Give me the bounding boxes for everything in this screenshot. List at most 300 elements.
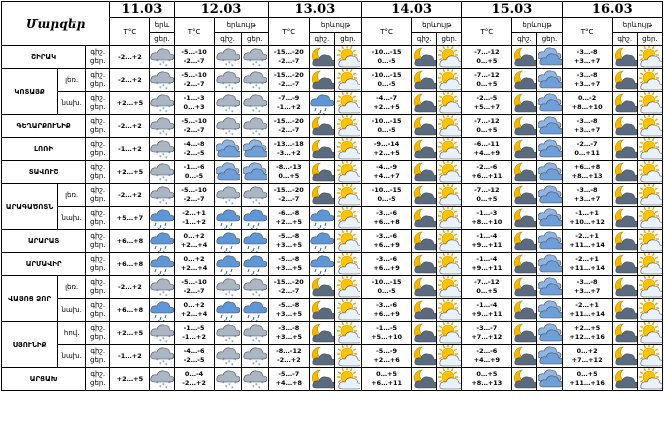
weather-icon-cell — [537, 253, 562, 276]
svg-text:*: * — [156, 59, 159, 65]
moon-cloud-icon — [512, 138, 536, 160]
svg-text:*: * — [230, 202, 234, 206]
svg-text:*: * — [233, 289, 237, 295]
phenomenon-header: երև — [150, 18, 174, 33]
forecast-row — [2, 345, 663, 368]
cloudy-icon — [537, 161, 561, 183]
temperature-value: 0…+5 +6…+11 — [371, 370, 403, 387]
weather-icon-cell — [241, 207, 268, 230]
temperature-value: +6…+8 +8…+13 — [571, 163, 603, 180]
weather-icon-cell — [241, 230, 268, 253]
svg-text:*: * — [221, 335, 225, 341]
svg-text:*: * — [227, 291, 231, 297]
period-label — [86, 69, 110, 92]
temperature-value: -3…-8 +3…+5 — [275, 324, 303, 341]
weather-icon-cell — [437, 46, 462, 69]
temperature-value: -6…-11 +4…+9 — [473, 140, 501, 157]
svg-text:*: * — [156, 289, 159, 295]
temperature-value: -2…+2 — [118, 282, 142, 291]
night-label: գիշ. — [90, 232, 106, 240]
svg-text:*: * — [227, 107, 231, 113]
temperature-value: -7…-12 0…+5 — [474, 278, 500, 295]
svg-text:*: * — [168, 289, 171, 295]
rain-icon — [242, 230, 268, 252]
temperature-value: -7…-12 0…+5 — [474, 71, 500, 88]
temperature-cell — [268, 46, 309, 69]
svg-text:*: * — [233, 82, 237, 88]
weather-icon-cell — [437, 115, 462, 138]
sun-cloud-icon — [335, 253, 361, 275]
cloudy-icon — [537, 207, 561, 229]
svg-text:*: * — [230, 340, 234, 344]
sun-cloud-icon — [638, 138, 662, 160]
temperature-value: +5…+7 — [116, 213, 144, 222]
temperature-cell — [562, 253, 612, 276]
temperature-cell — [462, 92, 512, 115]
temperature-cell — [174, 345, 214, 368]
svg-text:*: * — [156, 174, 159, 180]
svg-text:*: * — [248, 128, 252, 134]
rain-icon — [310, 92, 334, 114]
weather-icon-cell — [214, 253, 241, 276]
snow-icon — [150, 276, 173, 298]
forecast-row — [2, 138, 663, 161]
weather-icon-cell — [512, 253, 537, 276]
weather-icon-cell — [412, 115, 437, 138]
temperature-value: -4…-9 +4…+7 — [373, 163, 400, 180]
rain-icon — [215, 299, 241, 321]
weather-icon-cell — [412, 322, 437, 345]
day-label: ցեր. — [90, 264, 106, 272]
svg-text:*: * — [251, 86, 255, 91]
svg-text:*: * — [254, 291, 258, 297]
svg-text:*: * — [251, 201, 255, 206]
weather-icon-cell — [241, 138, 268, 161]
svg-text:*: * — [224, 109, 228, 114]
snow-icon — [242, 276, 268, 298]
sun-cloud-icon — [335, 184, 361, 206]
cloudy-icon — [537, 276, 561, 298]
temperature-cell — [174, 138, 214, 161]
phenomenon-header: երևույթ — [412, 18, 462, 33]
moon-cloud-icon — [512, 322, 536, 344]
region-name: ԼՈՌԻ — [2, 138, 86, 161]
day-label: ցեր. — [90, 103, 106, 111]
weather-icon-cell — [214, 69, 241, 92]
period-label — [86, 345, 110, 368]
temperature-value: -10…-15 0…-5 — [371, 278, 402, 295]
night-label: գիշ. — [90, 324, 106, 332]
svg-text:*: * — [233, 358, 237, 364]
weather-icon-cell — [512, 299, 537, 322]
moon-cloud-icon — [613, 345, 637, 367]
svg-text:*: * — [257, 363, 261, 367]
svg-text:*: * — [224, 293, 228, 298]
temperature-value: 0…+5 +11…+16 — [569, 370, 605, 387]
temperature-cell — [110, 115, 150, 138]
temperature-cell — [110, 161, 150, 184]
weather-icon-cell — [537, 138, 562, 161]
temperature-cell — [362, 322, 412, 345]
weather-icon-cell — [437, 368, 462, 391]
temperature-cell — [462, 69, 512, 92]
weather-icon-cell — [437, 230, 462, 253]
temperature-value: -1…+2 — [118, 351, 142, 360]
moon-cloud-icon — [412, 46, 436, 68]
svg-text:*: * — [227, 130, 231, 136]
weather-icon-cell — [612, 368, 637, 391]
weather-icon-cell — [637, 322, 662, 345]
temperature-value: -15…-20 -2…-7 — [273, 48, 304, 65]
day-label: ցեր. — [90, 126, 106, 134]
temperature-value: -3…-8 +3…+7 — [573, 278, 601, 295]
svg-text:*: * — [251, 362, 255, 367]
temperature-value: -4…-8 -2…-5 — [183, 140, 205, 157]
temperature-cell — [174, 299, 214, 322]
svg-text:*: * — [165, 87, 168, 91]
moon-cloud-icon — [613, 46, 637, 68]
weather-icon-cell — [241, 299, 268, 322]
weather-icon-cell — [309, 46, 334, 69]
svg-text:*: * — [159, 339, 162, 344]
cloudy-icon — [537, 230, 561, 252]
weather-icon-cell — [437, 184, 462, 207]
moon-cloud-icon — [613, 230, 637, 252]
weather-icon-cell — [241, 115, 268, 138]
period-label — [86, 276, 110, 299]
weather-icon-cell — [537, 345, 562, 368]
forecast-row — [2, 161, 663, 184]
moon-cloud-icon — [412, 69, 436, 91]
weather-icon-cell — [309, 138, 334, 161]
cloudy-icon — [537, 92, 561, 114]
weather-icon-cell — [612, 161, 637, 184]
moon-cloud-icon — [412, 368, 436, 390]
svg-text:*: * — [221, 289, 225, 295]
weather-icon-cell — [612, 276, 637, 299]
weather-icon-cell — [334, 345, 361, 368]
weather-icon-cell — [412, 138, 437, 161]
snow-icon — [215, 115, 241, 137]
rain-icon — [242, 207, 268, 229]
weather-icon-cell — [412, 184, 437, 207]
weather-icon-cell — [537, 115, 562, 138]
temperature-value: -2…-7 0…+11 — [574, 140, 600, 157]
svg-text:*: * — [162, 337, 165, 343]
svg-text:*: * — [221, 82, 225, 88]
svg-text:*: * — [221, 128, 225, 134]
temperature-value: -10…-15 0…-5 — [371, 48, 402, 65]
region-name: ՍՅՈՒՆԻՔ — [2, 322, 58, 368]
temperature-value: -2…+2 — [118, 75, 142, 84]
temperature-value: -10…-15 0…-5 — [371, 186, 402, 203]
svg-text:*: * — [227, 360, 231, 366]
temperature-cell — [268, 92, 309, 115]
temperature-cell — [268, 115, 309, 138]
temperature-cell — [562, 46, 612, 69]
moon-cloud-icon — [613, 69, 637, 91]
svg-text:*: * — [159, 132, 162, 137]
moon-cloud-icon — [412, 230, 436, 252]
svg-text:*: * — [251, 63, 255, 68]
weather-icon-cell — [637, 276, 662, 299]
weather-icon-cell — [309, 184, 334, 207]
weather-icon-cell — [334, 299, 361, 322]
snow-icon — [215, 69, 241, 91]
weather-icon-cell — [412, 368, 437, 391]
weather-icon-cell — [334, 161, 361, 184]
weather-icon-cell — [637, 207, 662, 230]
weather-icon-cell — [437, 276, 462, 299]
sun-cloud-icon — [638, 230, 662, 252]
rain-icon — [150, 230, 173, 252]
temperature-value: -5…-8 +3…+5 — [275, 255, 303, 272]
moon-cloud-icon — [412, 161, 436, 183]
sun-cloud-icon — [638, 207, 662, 229]
moon-cloud-icon — [613, 115, 637, 137]
svg-text:*: * — [224, 385, 228, 390]
snow-icon — [242, 322, 268, 344]
svg-text:*: * — [233, 128, 237, 134]
period-label — [86, 299, 110, 322]
temperature-cell — [462, 46, 512, 69]
sun-cloud-icon — [437, 46, 461, 68]
region-name: ԿՈՏԱՅՔ — [2, 69, 58, 115]
svg-text:*: * — [159, 362, 162, 367]
svg-text:*: * — [159, 178, 162, 183]
period-label — [86, 138, 110, 161]
svg-text:*: * — [168, 59, 171, 65]
svg-text:*: * — [260, 128, 264, 134]
temperature-value: -5…-8 +3…+5 — [275, 232, 303, 249]
temperature-cell — [174, 115, 214, 138]
sun-cloud-icon — [335, 276, 361, 298]
day-label: ցեր. — [90, 333, 106, 341]
temperature-value: 0…-2 +8…+10 — [571, 94, 603, 111]
temperature-cell — [174, 161, 214, 184]
weather-icon-cell — [412, 230, 437, 253]
moon-cloud-icon — [310, 69, 334, 91]
weather-icon-cell — [150, 322, 174, 345]
forecast-row — [2, 69, 663, 92]
weather-icon-cell — [334, 207, 361, 230]
temperature-cell — [462, 207, 512, 230]
weather-icon-cell — [637, 69, 662, 92]
forecast-row — [2, 230, 663, 253]
rain-icon — [310, 230, 334, 252]
snow-icon — [242, 69, 268, 91]
weather-icon-cell — [537, 184, 562, 207]
period-label — [86, 368, 110, 391]
moon-cloud-icon — [310, 322, 334, 344]
weather-icon-cell — [241, 46, 268, 69]
weather-icon-cell — [612, 138, 637, 161]
temperature-cell — [174, 92, 214, 115]
weather-icon-cell — [214, 184, 241, 207]
svg-text:*: * — [165, 156, 168, 160]
svg-text:*: * — [156, 381, 159, 387]
svg-text:*: * — [162, 130, 165, 136]
temperature-cell — [110, 299, 150, 322]
region-name: ԱՐՄԱՎԻՐ — [2, 253, 86, 276]
svg-text:*: * — [156, 335, 159, 341]
temperature-value: -10…-15 0…-5 — [371, 117, 402, 134]
temperature-value: -5…-10 -2…-7 — [181, 117, 207, 134]
night-label: գիշ. — [90, 163, 106, 171]
moon-cloud-icon — [412, 184, 436, 206]
svg-text:*: * — [165, 64, 168, 68]
temperature-value: -3…-8 +3…+7 — [573, 71, 601, 88]
temperature-value: +6…+8 — [116, 236, 144, 245]
cloudy-icon — [537, 115, 561, 137]
night-label: գիշ. — [90, 94, 106, 102]
svg-text:*: * — [248, 381, 252, 387]
temperature-cell — [174, 46, 214, 69]
svg-text:*: * — [165, 110, 168, 114]
sun-cloud-icon — [437, 69, 461, 91]
subregion-label: նախ. — [58, 207, 86, 230]
period-label — [86, 184, 110, 207]
temperature-cell — [562, 207, 612, 230]
sun-cloud-icon — [335, 207, 361, 229]
rain-icon — [215, 253, 241, 275]
svg-text:*: * — [233, 59, 237, 65]
svg-text:*: * — [162, 176, 165, 182]
svg-text:*: * — [233, 381, 237, 387]
temperature-cell — [562, 322, 612, 345]
snow-icon — [150, 322, 173, 344]
sun-cloud-icon — [638, 69, 662, 91]
svg-text:*: * — [165, 363, 168, 367]
weather-icon-cell — [537, 230, 562, 253]
svg-text:*: * — [230, 64, 234, 68]
temperature-value: -8…-13 0…+5 — [276, 163, 302, 180]
svg-text:*: * — [257, 110, 261, 114]
weather-icon-cell — [512, 46, 537, 69]
day-header: ցեր. — [241, 33, 268, 46]
temperature-cell — [174, 253, 214, 276]
moon-cloud-icon — [310, 368, 334, 390]
temperature-cell — [268, 322, 309, 345]
moon-cloud-icon — [310, 115, 334, 137]
temperature-value: +6…+8 — [116, 259, 144, 268]
forecast-row — [2, 115, 663, 138]
sun-cloud-icon — [437, 92, 461, 114]
rain-icon — [310, 207, 334, 229]
snow-icon — [242, 368, 268, 390]
svg-text:*: * — [168, 381, 171, 387]
temperature-value: +6…+8 — [116, 305, 144, 314]
temperature-value: 0…+2 +2…+4 — [180, 301, 208, 318]
period-label — [86, 115, 110, 138]
temperature-value: -3…-6 +6…+8 — [373, 209, 400, 226]
svg-text:*: * — [168, 151, 171, 157]
sun-cloud-icon — [638, 184, 662, 206]
weather-icon-cell — [334, 69, 361, 92]
snow-icon — [242, 46, 268, 68]
day-header: ցեր. — [150, 33, 174, 46]
weather-icon-cell — [437, 92, 462, 115]
sun-cloud-icon — [638, 368, 662, 390]
temperature-value: 0…+2 +2…+4 — [180, 232, 208, 249]
sun-cloud-icon — [437, 276, 461, 298]
moon-cloud-icon — [613, 322, 637, 344]
temperature-value: -7…-12 0…+5 — [474, 48, 500, 65]
svg-text:*: * — [159, 155, 162, 160]
temperature-cell — [362, 184, 412, 207]
forecast-row — [2, 276, 663, 299]
weather-icon-cell — [437, 299, 462, 322]
cloudy-icon — [537, 253, 561, 275]
temperature-cell — [462, 368, 512, 391]
weather-icon-cell — [537, 161, 562, 184]
temperature-cell — [462, 276, 512, 299]
svg-text:*: * — [233, 197, 237, 203]
temperature-value: -3…-8 +3…+7 — [573, 117, 601, 134]
temperature-cell — [462, 230, 512, 253]
phenomenon-header: երևույթ — [309, 18, 361, 33]
weather-icon-cell — [437, 322, 462, 345]
temperature-value: -2…+1 +11…+14 — [569, 232, 605, 249]
temperature-value: -3…-8 +3…+7 — [573, 186, 601, 203]
temperature-cell — [268, 345, 309, 368]
weather-icon-cell — [150, 92, 174, 115]
forecast-row — [2, 207, 663, 230]
sun-cloud-icon — [335, 138, 361, 160]
svg-text:*: * — [248, 82, 252, 88]
sun-cloud-icon — [437, 299, 461, 321]
svg-text:*: * — [227, 337, 231, 343]
svg-text:*: * — [162, 84, 165, 90]
svg-text:*: * — [257, 294, 261, 298]
temperature-cell — [174, 69, 214, 92]
svg-text:*: * — [165, 386, 168, 390]
temperature-value: -15…-20 -2…-7 — [273, 186, 304, 203]
temperature-value: -7…-9 -1…+2 — [276, 94, 301, 111]
temperature-cell — [268, 253, 309, 276]
weather-icon-cell — [309, 69, 334, 92]
svg-text:*: * — [254, 337, 258, 343]
svg-text:*: * — [230, 363, 234, 367]
weather-icon-cell — [412, 299, 437, 322]
temperature-cell — [562, 276, 612, 299]
temperature-cell — [268, 69, 309, 92]
temperature-cell — [268, 276, 309, 299]
svg-text:*: * — [221, 59, 225, 65]
svg-text:*: * — [251, 385, 255, 390]
temperature-value: -3…-8 +3…+7 — [573, 48, 601, 65]
rain-icon — [150, 207, 173, 229]
svg-text:*: * — [165, 179, 168, 183]
weather-icon-cell — [150, 230, 174, 253]
svg-text:*: * — [156, 197, 159, 203]
svg-text:*: * — [260, 82, 264, 88]
period-label — [86, 253, 110, 276]
weather-icon-cell — [612, 207, 637, 230]
svg-text:*: * — [227, 61, 231, 67]
weather-icon-cell — [150, 345, 174, 368]
weather-icon-cell — [512, 69, 537, 92]
weather-icon-cell — [437, 69, 462, 92]
temperature-cell — [562, 138, 612, 161]
night-label: գիշ. — [90, 48, 106, 56]
temperature-cell — [362, 161, 412, 184]
day-label: ցեր. — [90, 80, 106, 88]
temperature-cell — [110, 207, 150, 230]
temperature-cell — [362, 69, 412, 92]
moon-cloud-icon — [512, 184, 536, 206]
svg-text:*: * — [162, 199, 165, 205]
